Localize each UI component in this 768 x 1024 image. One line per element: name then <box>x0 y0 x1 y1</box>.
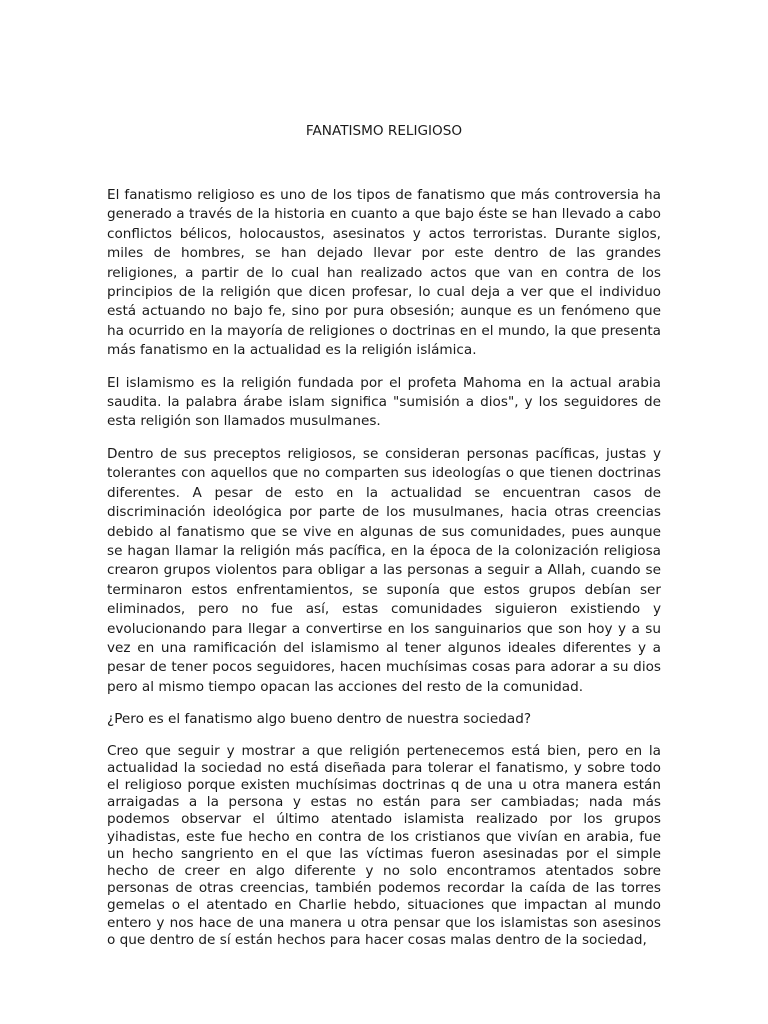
document-title: FANATISMO RELIGIOSO <box>305 123 463 139</box>
paragraph-preceptos: Dentro de sus preceptos religiosos, se consideran personas pacíficas, justas y tolerantes con aquellos que no comparten sus ideologías o que tienen doctrinas diferentes. A pesar de esto en la actualidad se encuentran casos de discriminación ideológica por parte de los musulmanes, hacia otras creencias debido al fanatismo que se vive en algunas de sus comunidades, pues aunque se hagan llamar la religión más pacífica, en la época de la colonización religiosa crearon grupos violentos para obligar a las personas a seguir a Allah, cuando se terminaron estos enfrentamientos, se suponía que estos grupos debían ser eliminados, pero no fue así, estas comunidades siguieron existiendo y evolucionando para llegar a convertirse en los sanguinarios que son hoy y a su vez en una ramificación del islamismo al tener algunos ideales diferentes y a pesar de tener pocos seguidores, hacen muchísimas cosas para adorar a su dios pero al mismo tiempo opacan las acciones del resto de la comunidad. <box>107 445 661 695</box>
paragraph-opinion: Creo que seguir y mostrar a que religión pertenecemos está bien, pero en la actualidad la sociedad no está diseñada para tolerar el fanatismo, y sobre todo el religioso porque existen muchísimas doctrinas q de una u otra manera están arraigadas a la persona y estas no están para ser cambiadas; nada más podemos observar el último atentado islamista realizado por los grupos yihadistas, este fue hecho en contra de los cristianos que vivían en arabia, fue un hecho sangriento en el que las víctimas fueron asesinadas por el simple hecho de creer en algo diferente y no solo encontramos atentados sobre personas de otras creencias, también podemos recordar la caída de las torres gemelas o el atentado en Charlie hebdo, situaciones que impactan al mundo entero y nos hace de una manera u otra pensar que los islamistas son asesinos o que dentro de sí están hechos para hacer cosas malas dentro de la sociedad, <box>107 742 661 948</box>
document-body <box>107 186 661 949</box>
paragraph-intro: El fanatismo religioso es uno de los tipos de fanatismo que más controversia ha generado a través de la historia en cuanto a que bajo éste se han llevado a cabo conflictos bélicos, holocaustos, asesinatos y actos terroristas. Durante siglos, miles de hombres, se han dejado llevar por este dentro de las grandes religiones, a partir de lo cual han realizado actos que van en contra de los principios de la religión que dicen profesar, lo cual deja a ver que el individuo está actuando no bajo fe, sino por pura obsesión; aunque es un fenómeno que ha ocurrido en la mayoría de religiones o doctrinas en el mundo, la que presenta más fanatismo en la actualidad es la religión islámica. <box>107 187 661 359</box>
paragraph-question: ¿Pero es el fanatismo algo bueno dentro de nuestra sociedad? <box>107 711 532 728</box>
paragraph-islamismo: El islamismo es la religión fundada por el profeta Mahoma en la actual arabia saudita. la palabra árabe islam significa "sumisión a dios", y los seguidores de esta religión son llamados musulmanes. <box>107 374 661 430</box>
